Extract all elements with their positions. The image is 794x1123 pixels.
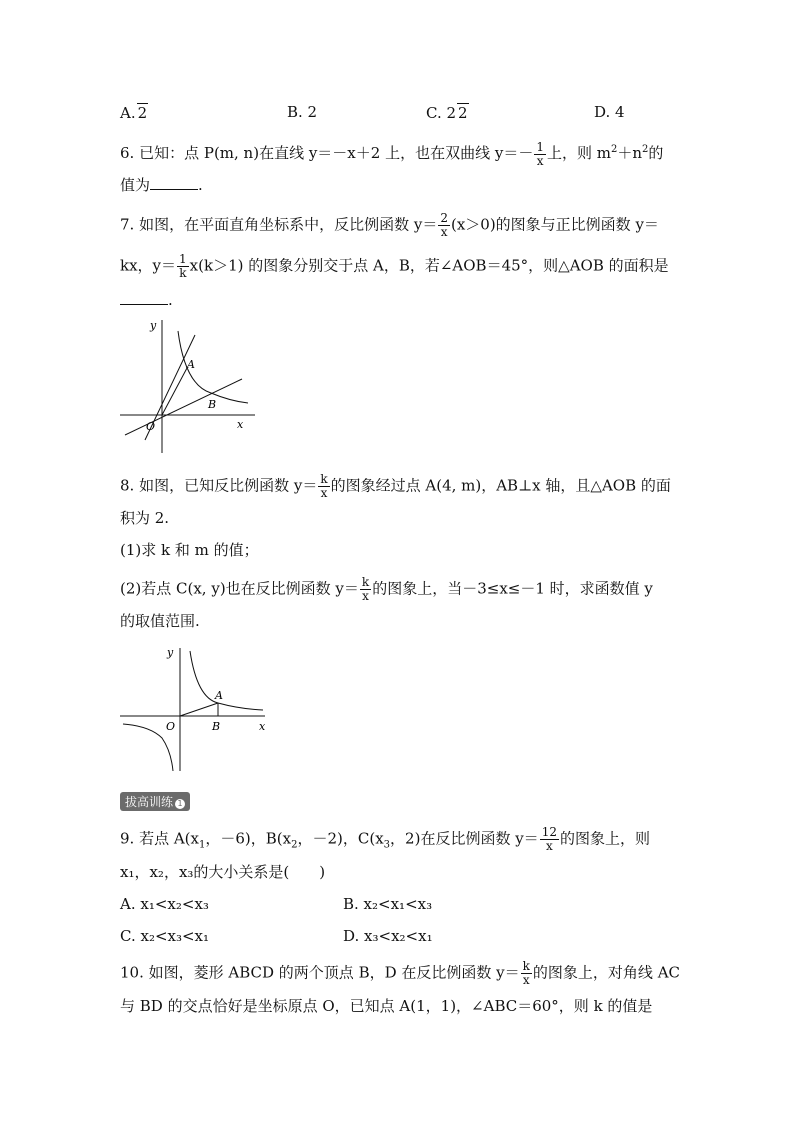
point-a-label: A <box>215 689 223 702</box>
question-6-line1: 6. 已知：点 P(m, n)在直线 y＝－x＋2 上，也在双曲线 y＝－ $\frac{1}{x}$ 上，则 $m^2+n^2$的 <box>120 139 664 168</box>
answer-blank <box>120 290 168 305</box>
figure-q7 <box>115 315 265 455</box>
question-6-line2: 值为 . <box>120 176 203 194</box>
point-b-label: B <box>208 398 217 411</box>
question-7-line3: . <box>120 290 173 310</box>
q9-option-d: D. x₃<x₂<x₁ <box>343 927 433 945</box>
q9-option-a: A. x₁<x₂<x₃ <box>120 895 209 913</box>
question-10-line2: 与 BD 的交点恰好是坐标原点 O，已知点 A(1，1)，∠ABC＝60°，则 k 的值是 <box>120 997 653 1015</box>
y-label: y <box>167 646 174 659</box>
question-8-sub2-line2: 的取值范围. <box>120 612 200 630</box>
y-label: y <box>150 319 157 332</box>
figure-q8 <box>115 643 275 778</box>
origin-label: O <box>146 420 156 433</box>
option-a: A. 2 <box>120 104 148 122</box>
q9-option-c: C. x₂<x₃<x₁ <box>120 927 210 945</box>
question-10-line1: 10. 如图，菱形 ABCD 的两个顶点 B，D 在反比例函数 y＝ $\frac{k}{x}$ 的图象上，对角线 AC <box>120 959 681 987</box>
segment-oa <box>180 703 218 716</box>
question-8-sub1: (1)求 k 和 m 的值； <box>120 541 259 559</box>
question-8-line1: 8. 如图，已知反比例函数 y＝ $\frac{k}{x}$ 的图象经过点 A(4, m)，AB⊥x 轴，且△AOB 的面 <box>120 472 671 500</box>
x-label: x <box>259 720 266 733</box>
line-steep <box>145 335 195 440</box>
sqrt-two: 2 <box>137 104 148 122</box>
question-8-sub2: (2)若点 C(x, y)也在反比例函数 y＝ $\frac{k}{x}$ 的图象上，当－3≤x≤－1 时，求函数值 y <box>120 575 653 603</box>
question-7-line2: kx，y＝ $\frac{1}{k}$ x(k＞1) 的图象分别交于点 A，B，若∠AOB＝45°，则△AOB 的面积是 <box>120 252 669 280</box>
option-c: C. 2 2 <box>426 104 468 122</box>
question-8-line2: 积为 2. <box>120 509 170 527</box>
question-7-line1: 7. 如图，在平面直角坐标系中，反比例函数 y＝ $\frac{2}{x}$ (x＞0)的图象与正比例函数 y＝ <box>120 211 659 239</box>
point-a-label: A <box>187 358 195 371</box>
question-9-line1: 9. 若点 $A(x_1$，－6)，$B(x_2$，－2)，$C(x_3$，2)在反比例函数 y＝ $\frac{12}{x}$ 的图象上，则 <box>120 825 650 853</box>
x-label: x <box>237 418 244 431</box>
question-9-line2: x₁，x₂，x₃的大小关系是( ) <box>120 863 326 881</box>
q9-option-b: B. x₂<x₁<x₃ <box>343 895 433 913</box>
origin-label: O <box>166 720 176 733</box>
line-shallow <box>125 379 242 435</box>
answer-blank <box>150 175 198 190</box>
option-d: D. 4 <box>594 103 625 121</box>
option-b: B. 2 <box>287 103 318 121</box>
section-badge: 拔高训练 1 <box>120 792 190 811</box>
hyperbola-branch-1 <box>190 651 263 710</box>
point-b-label: B <box>212 720 221 733</box>
